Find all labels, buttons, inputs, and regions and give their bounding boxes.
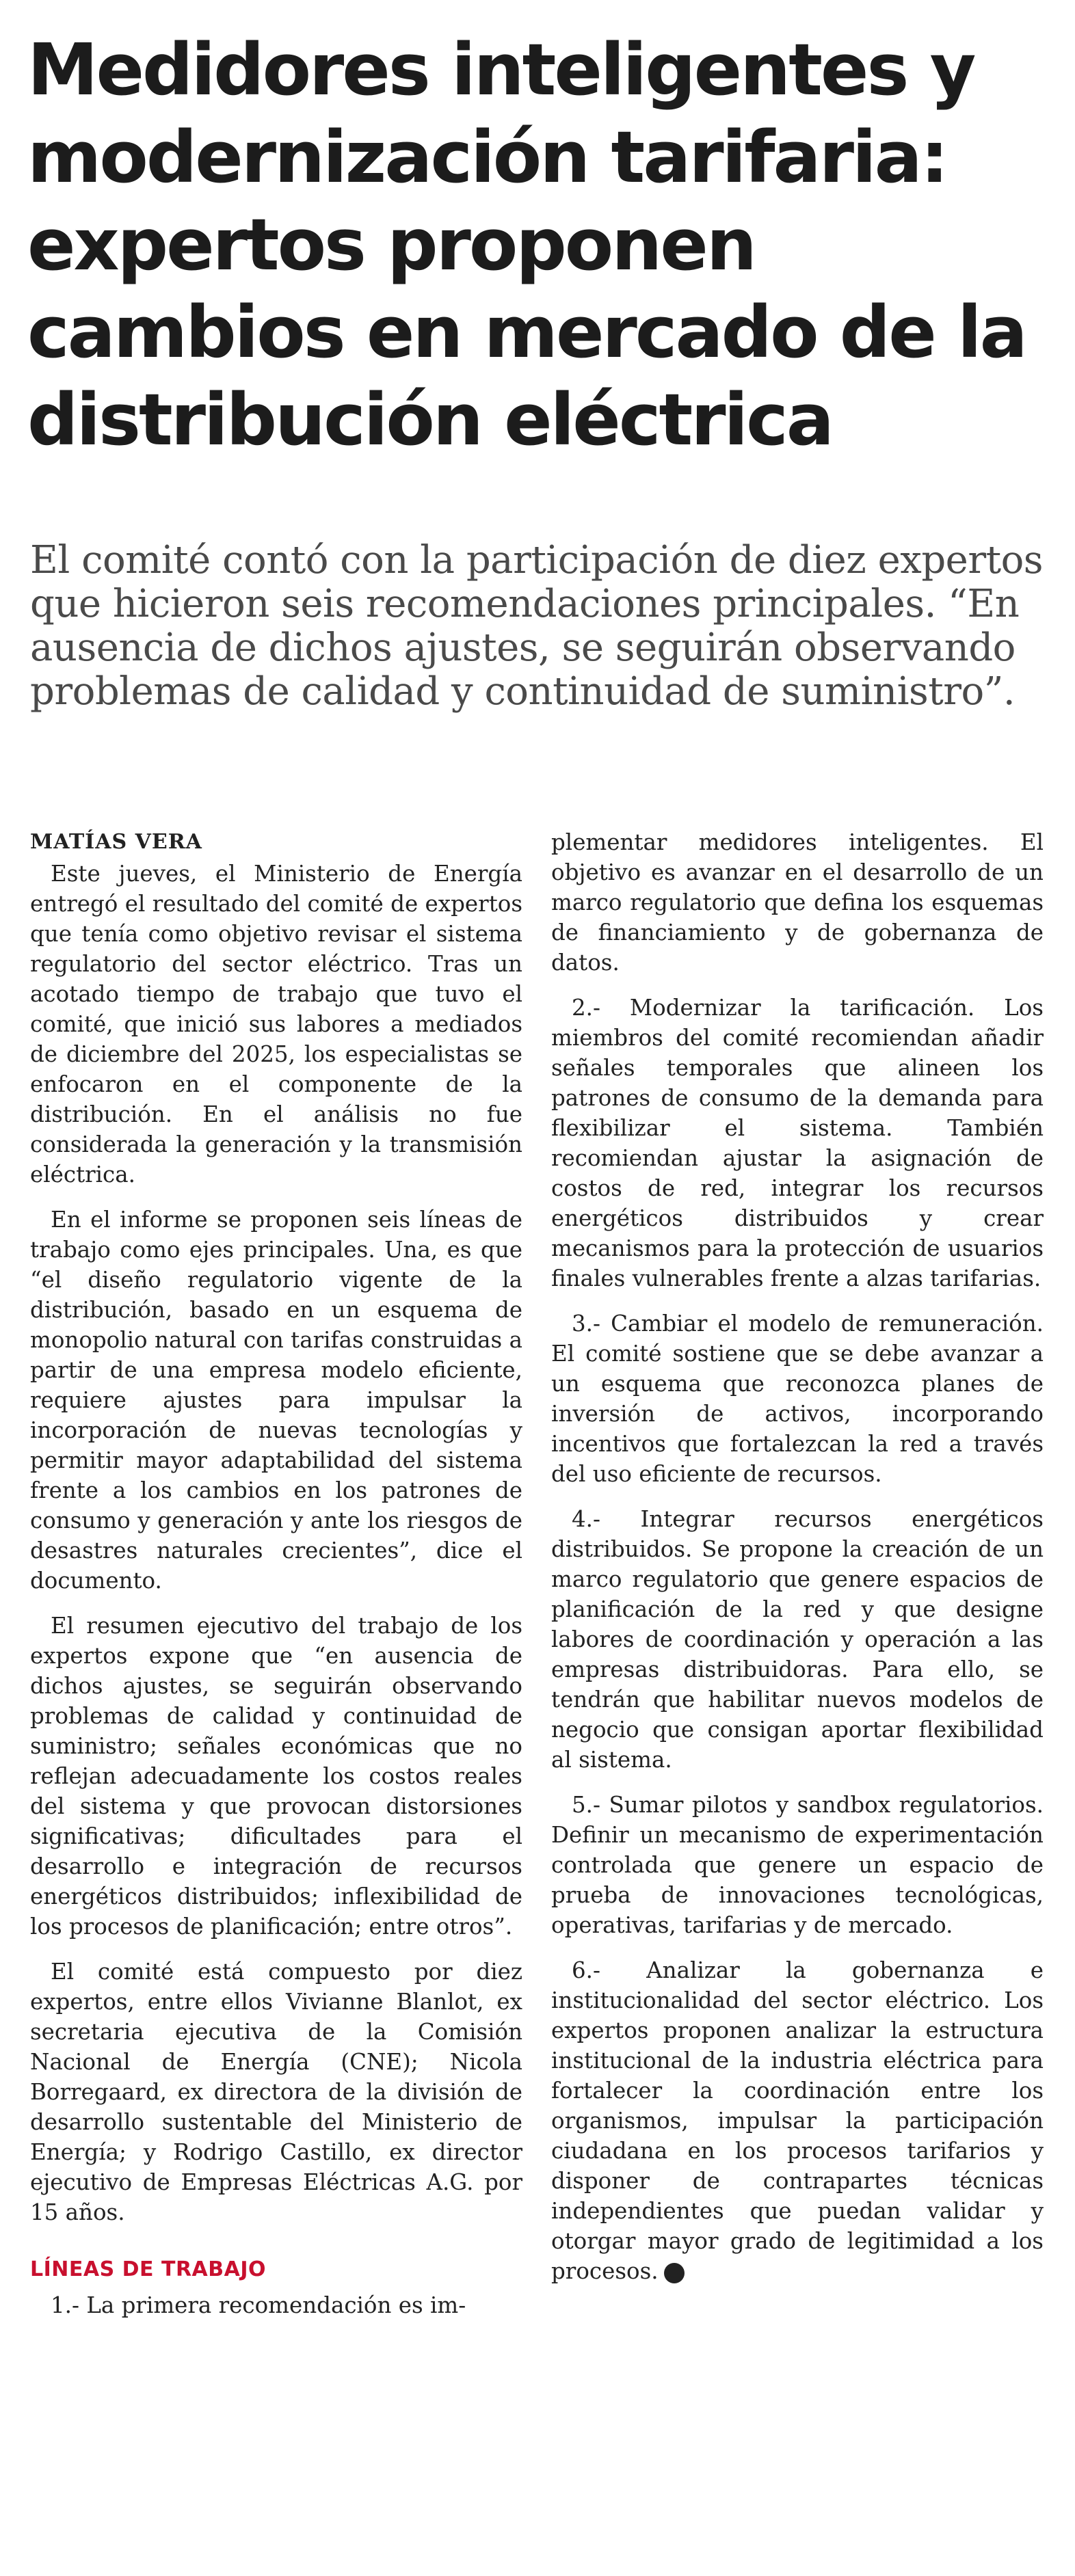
- deck-line: que hicieron seis recomendaciones principales. “En: [30, 582, 1020, 626]
- headline-line: Medidores inteligentes y: [27, 28, 974, 111]
- final-paragraph-text: 6.- Analizar la gobernanza e institucionalidad del sector eléctrico. Los expertos proponen analizar la estructura institucional de la industria eléctrica para fortalecer la coordinación entre los organismos, impulsar la participación ciudadana en los procesos tarifarios y disponer de contrapartes técnicas independientes que puedan validar y otorgar mayor grado de legitimidad a los procesos.: [551, 1957, 1044, 2284]
- body-paragraph: El comité está compuesto por diez expertos, entre ellos Vivianne Blanlot, ex secretaria ejecutiva de la Comisión Nacional de Energía (CNE); Nicola Borregaard, ex directora de la división de desarrollo sustentable del Ministerio de Energía; y Rodrigo Castillo, ex director ejecutivo de Empresas Eléctricas A.G. por 15 años.: [30, 1959, 522, 2225]
- article-deck: [30, 539, 1056, 714]
- headline-line: modernización tarifaria:: [27, 116, 947, 199]
- body-paragraph: Este jueves, el Ministerio de Energía entregó el resultado del comité de expertos que tenía como objetivo revisar el sistema regulatorio del sector eléctrico. Tras un acotado tiempo de trabajo que tuvo el comité, que inició sus labores a mediados de diciembre del 2025, los especialistas se enfocaron en el componente de la distribución. En el análisis no fue considerada la generación y la transmisión eléctrica.: [30, 861, 522, 1188]
- headline-line: cambios en mercado de la: [27, 291, 1026, 374]
- headline-line: distribución eléctrica: [27, 378, 832, 461]
- deck-line: ausencia de dichos ajustes, se seguirán observando: [30, 626, 1016, 670]
- body-paragraph: plementar medidores inteligentes. El objetivo es avanzar en el desarrollo de un marco regulatorio que defina los esquemas de financiamiento y de gobernanza de datos.: [551, 829, 1044, 976]
- body-paragraph: El resumen ejecutivo del trabajo de los expertos expone que “en ausencia de dichos ajustes, se seguirán observando problemas de calidad y continuidad de suministro; señales económicas que no reflejan adecuadamente los costos reales del sistema y que provocan distorsiones significativas; dificultades para el desarrollo e integración de recursos energéticos distribuidos; inflexibilidad de los procesos de planificación; entre otros”.: [30, 1613, 522, 1940]
- body-paragraph: En el informe se proponen seis líneas de trabajo como ejes principales. Una, es que “el diseño regulatorio vigente de la distribución, basado en un esquema de monopolio natural con tarifas construidas a partir de una empresa modelo eficiente, requiere ajustes para impulsar la incorporación de nuevas tecnologías y permitir mayor adaptabilidad del sistema frente a los cambios en los patrones de consumo y generación y ante los riesgos de desastres naturales crecientes”, dice el documento.: [30, 1207, 522, 1594]
- headline-line: expertos proponen: [27, 203, 755, 286]
- body-paragraph: 4.- Integrar recursos energéticos distribuidos. Se propone la creación de un marco regulatorio que genere espacios de planificación de la red y que designe labores de coordinación y operación a las empresas distribuidoras. Para ello, se tendrán que habilitar nuevos modelos de negocio que consigan aportar flexibilidad al sistema.: [551, 1506, 1044, 1773]
- article-column-left: [30, 827, 522, 2335]
- body-paragraph: 5.- Sumar pilotos y sandbox regulatorios. Definir un mecanismo de experimentación controlada que genere un espacio de prueba de innovaciones tecnológicas, operativas, tarifarias y de mercado.: [551, 1792, 1044, 1938]
- deck-line: El comité contó con la participación de diez expertos: [30, 538, 1044, 582]
- body-paragraph-final: [551, 1955, 1044, 2286]
- deck-line: problemas de calidad y continuidad de suministro”.: [30, 669, 1016, 714]
- section-subhead: LÍNEAS DE TRABAJO: [30, 2257, 267, 2281]
- body-paragraph: 3.- Cambiar el modelo de remuneración. El comité sostiene que se debe avanzar a un esquema que reconozca planes de inversión de activos, incorporando incentivos que fortalezcan la red a través del uso eficiente de recursos.: [551, 1311, 1044, 1487]
- byline: MATÍAS VERA: [30, 830, 202, 854]
- end-of-article-icon: P: [664, 2263, 685, 2283]
- body-paragraph: 2.- Modernizar la tarificación. Los miembros del comité recomiendan añadir señales temporales que alineen los patrones de consumo de la demanda para flexibilizar el sistema. También recomiendan ajustar la asignación de costos de red, integrar los recursos energéticos distribuidos y crear mecanismos para la protección de usuarios finales vulnerables frente a alzas tarifarias.: [551, 995, 1044, 1291]
- article-column-right: [551, 827, 1044, 2301]
- article-headline: [27, 26, 1053, 464]
- body-paragraph: 1.- La primera recomendación es im-: [51, 2292, 466, 2318]
